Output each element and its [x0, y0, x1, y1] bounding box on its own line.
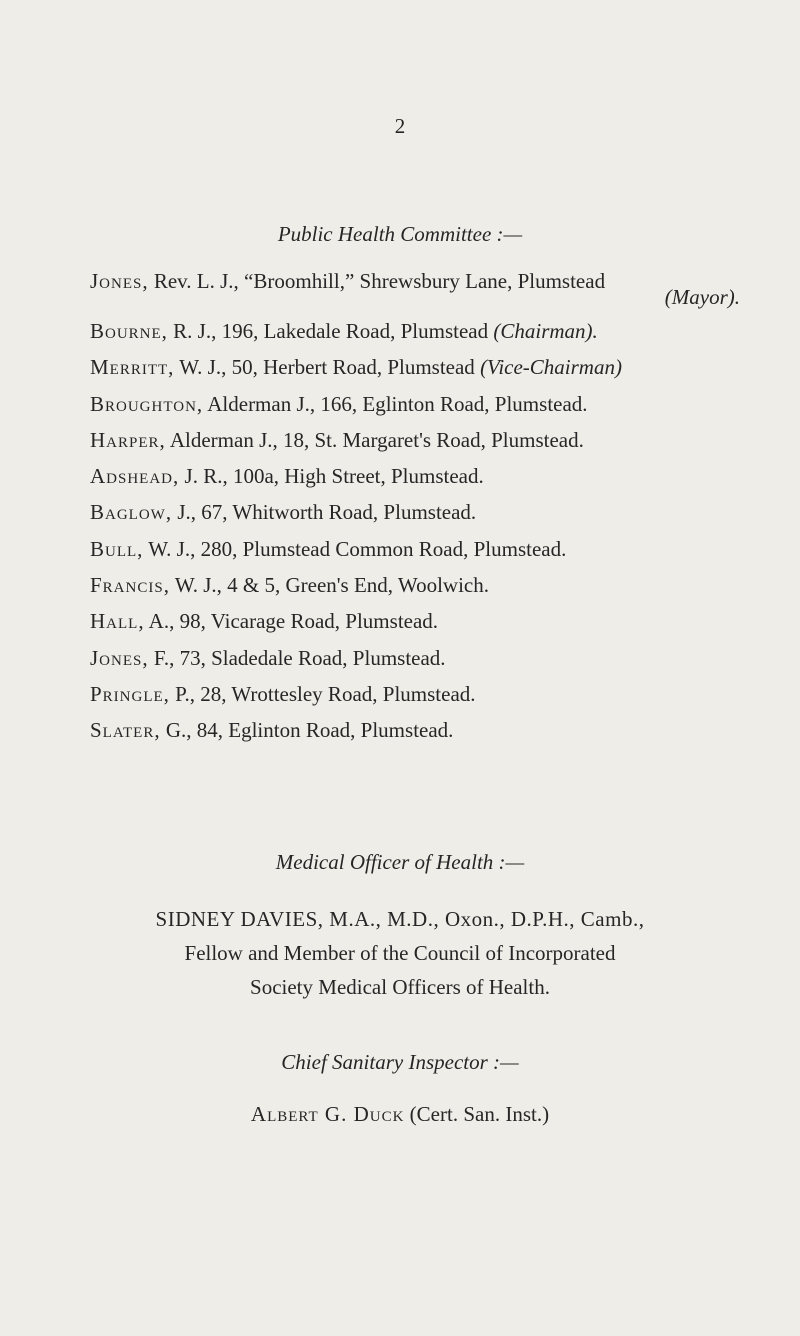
member-surname: Adshead,	[90, 464, 180, 489]
member-surname: Jones,	[90, 269, 149, 293]
committee-member	[90, 712, 750, 748]
member-details: J. R., 100a, High Street, Plumstead.	[179, 464, 484, 489]
member-surname: Hall,	[90, 609, 145, 634]
member-surname: Bull,	[90, 536, 144, 561]
committee-member	[90, 458, 750, 494]
committee-member-list	[90, 263, 750, 749]
member-details: A., 98, Vicarage Road, Plumstead.	[144, 609, 439, 634]
member-surname: Merritt,	[90, 355, 175, 380]
member-details: R. J., 196, Lakedale Road, Plumstead	[167, 319, 494, 343]
committee-member	[90, 640, 750, 676]
medical-officer-block	[0, 902, 800, 1004]
committee-member	[90, 494, 750, 530]
member-details: W. J., 280, Plumstead Common Road, Plumstead.	[143, 536, 567, 561]
member-details: F., 73, Sladedale Road, Plumstead.	[148, 645, 446, 670]
medical-officer-title-line-2: Society Medical Officers of Health.	[250, 975, 550, 999]
committee-member	[90, 676, 750, 712]
medical-officer-name: SIDNEY DAVIES, M.A., M.D., Oxon., D.P.H., Camb.,	[155, 907, 645, 931]
member-details: Rev. L. J., “Broomhill,” Shrewsbury Lane, Plumstead	[148, 269, 606, 293]
page-number: 2	[394, 114, 406, 138]
member-surname: Broughton,	[90, 391, 204, 416]
member-surname: Pringle,	[90, 681, 170, 706]
committee-member	[90, 263, 750, 313]
member-surname: Harper,	[90, 427, 166, 452]
committee-member	[90, 386, 750, 422]
committee-member	[90, 422, 750, 458]
member-role: (Chairman).	[493, 319, 598, 343]
medical-officer-heading: Medical Officer of Health :—	[275, 850, 525, 874]
committee-heading: Public Health Committee :—	[277, 222, 523, 246]
committee-member	[90, 567, 750, 603]
member-surname: Slater,	[90, 718, 161, 743]
committee-member	[90, 349, 750, 385]
member-details: W. J., 50, Herbert Road, Plumstead	[174, 355, 481, 380]
member-surname: Bourne,	[90, 319, 168, 343]
committee-member	[90, 313, 750, 349]
sanitary-inspector-heading: Chief Sanitary Inspector :—	[281, 1050, 519, 1074]
member-role: (Vice-Chairman)	[480, 355, 622, 380]
member-details: Alderman J., 166, Eglinton Road, Plumstead.	[203, 391, 588, 416]
sanitary-inspector-qualification: (Cert. San. Inst.)	[404, 1102, 550, 1126]
member-surname: Francis,	[90, 573, 170, 598]
member-surname: Baglow,	[90, 500, 173, 525]
member-details: Alderman J., 18, St. Margaret's Road, Plumstead.	[165, 427, 584, 452]
member-details: J., 67, Whitworth Road, Plumstead.	[172, 500, 477, 525]
member-surname: Jones,	[90, 645, 149, 670]
committee-member	[90, 531, 750, 567]
member-details: G., 84, Eglinton Road, Plumstead.	[160, 718, 454, 743]
member-role: (Mayor).	[664, 285, 740, 309]
committee-member	[90, 603, 750, 639]
sanitary-inspector-name: Albert G. Duck	[250, 1102, 405, 1126]
member-details: W. J., 4 & 5, Green's End, Woolwich.	[169, 573, 489, 598]
sanitary-inspector-line	[0, 1102, 800, 1127]
member-details: P., 28, Wrottesley Road, Plumstead.	[169, 681, 476, 706]
medical-officer-title-line-1: Fellow and Member of the Council of Incorporated	[184, 941, 616, 965]
